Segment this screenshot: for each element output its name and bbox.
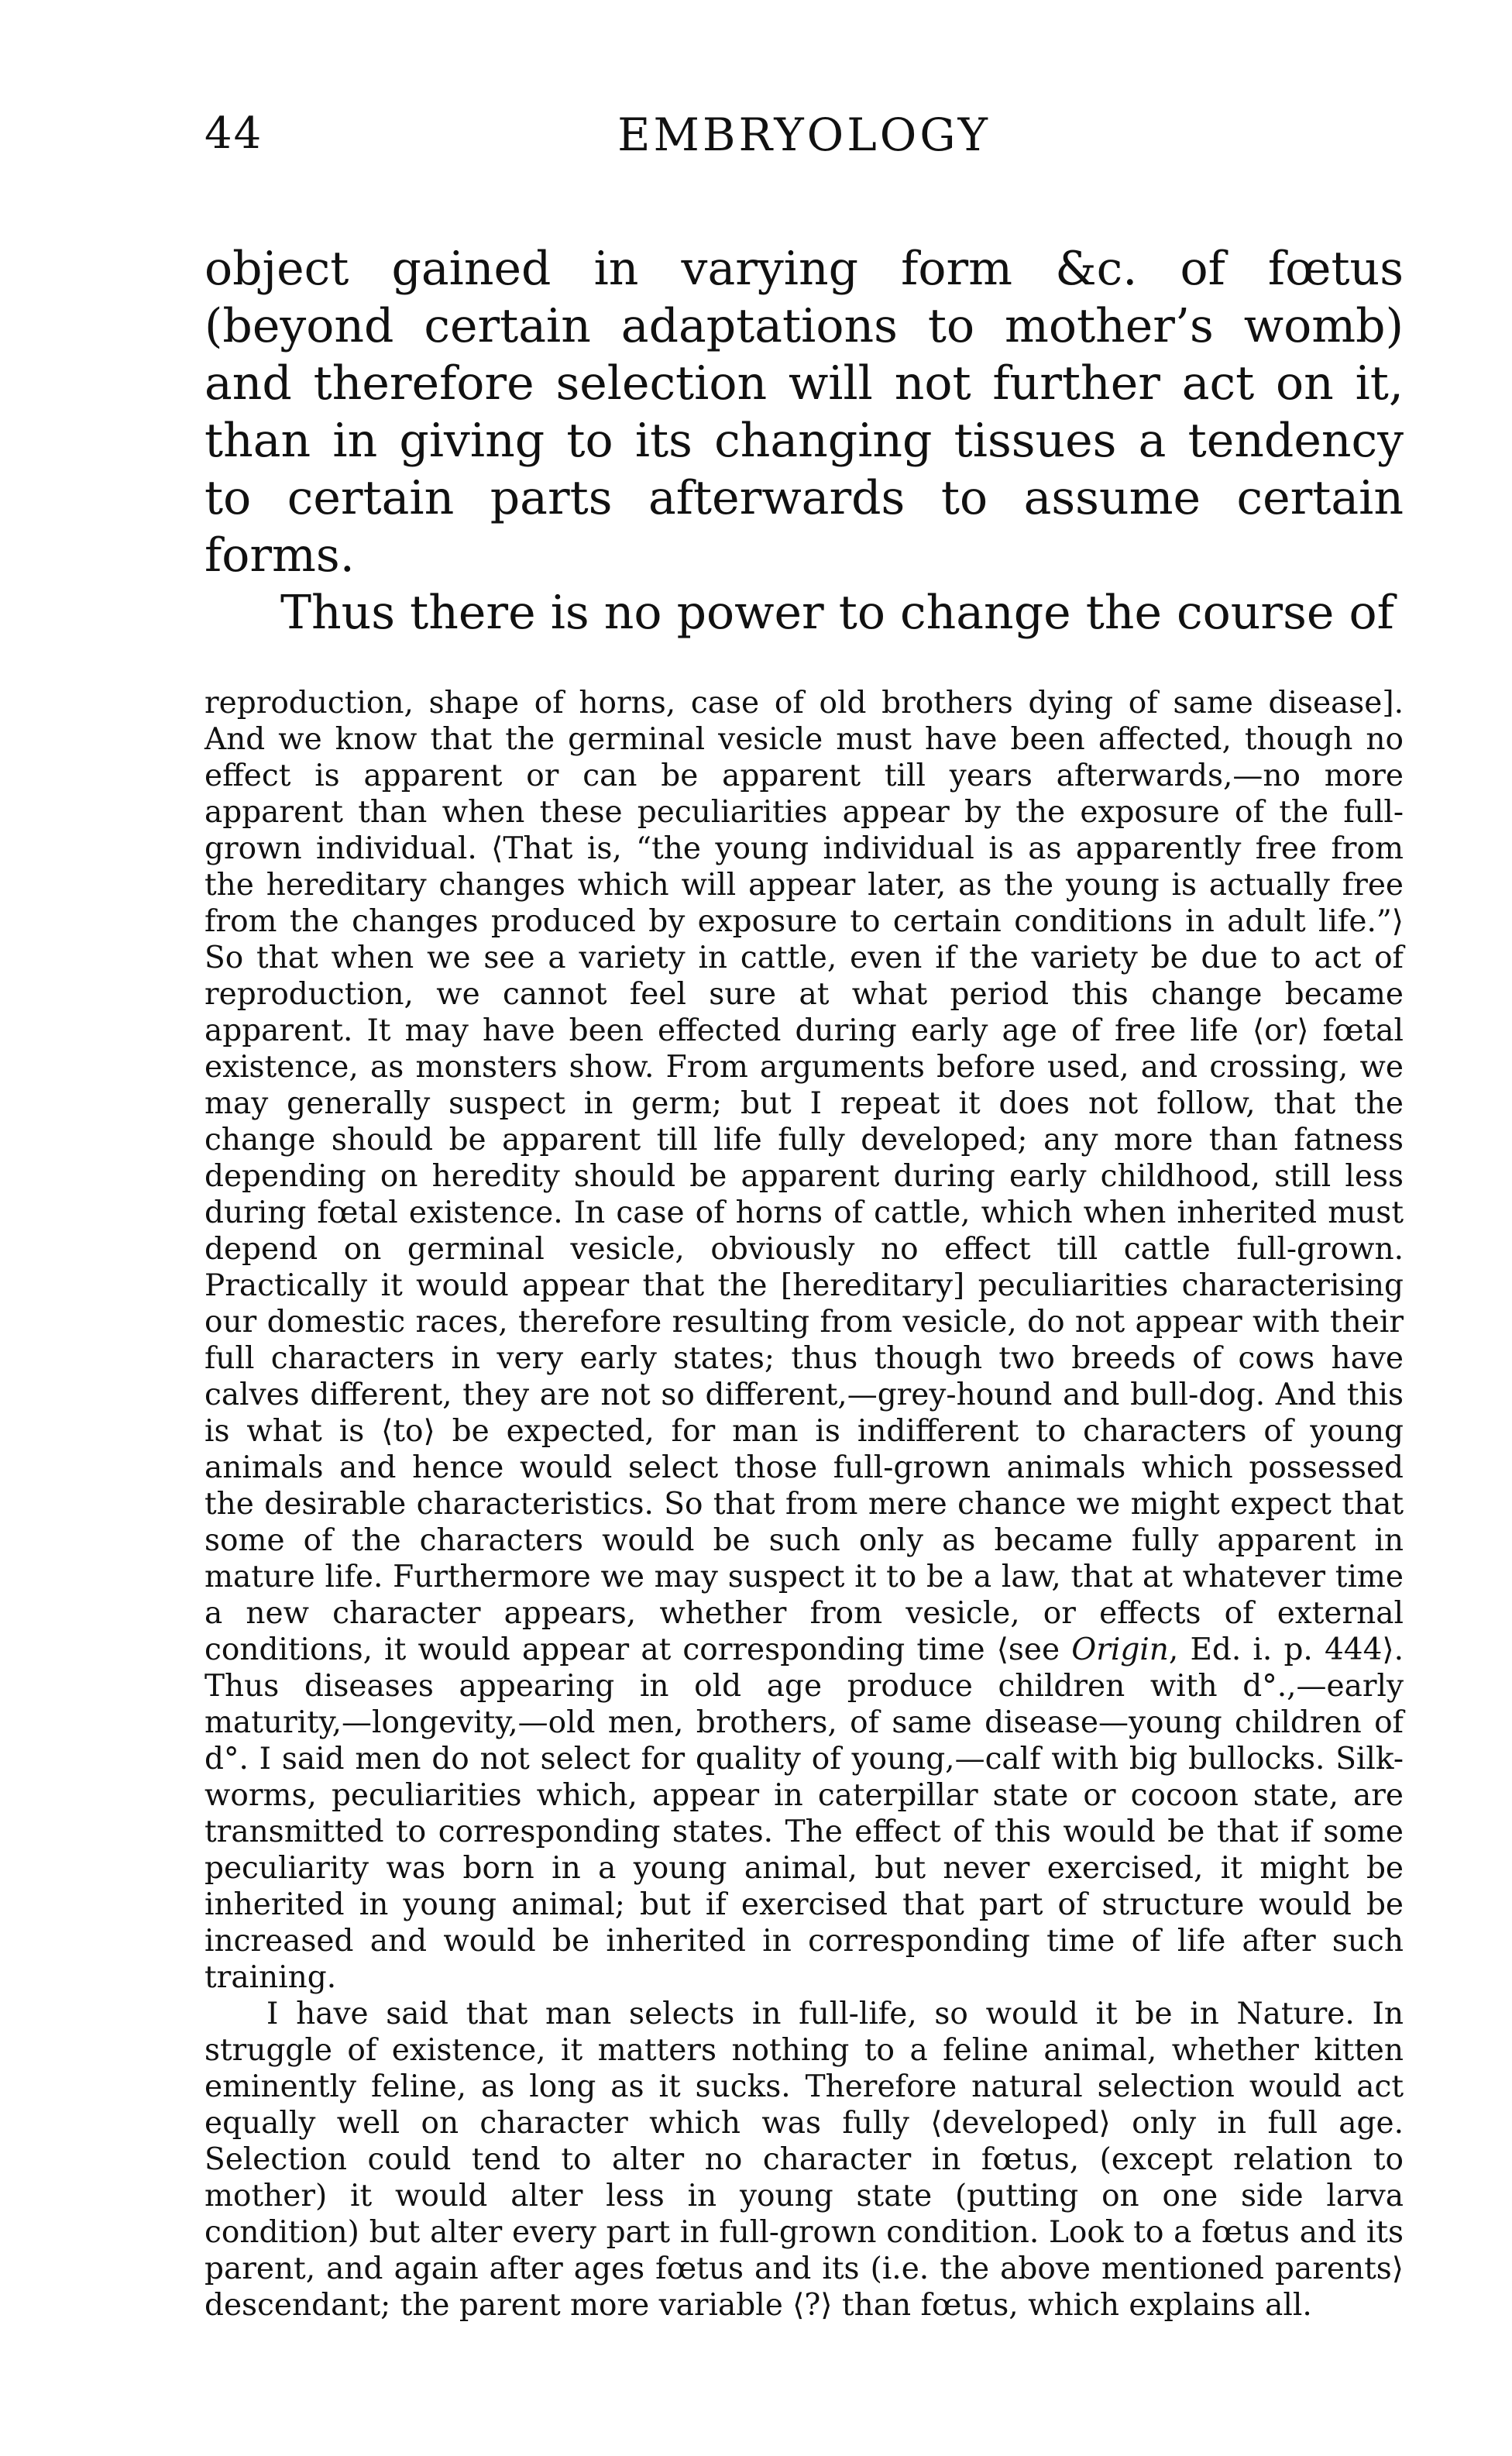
running-title: EMBRYOLOGY [617,108,991,161]
small-paragraph-1-part-a: reproduction, shape of horns, case of old brothers dying of same disease]. And we know that the germinal vesicle must have been affected, though no effect is apparent or can be apparent till years afterwards,—no more apparent than when these peculiarities appear by the exposure of the full-grown individual. ⟨That is, “the young individual is as apparently free from the hereditary changes which will appear later, as the young is actually free from the changes produced by exposure to certain conditions in adult life.”⟩ So that when we see a variety in cattle, even if the variety be due to act of reproduction, we cannot feel sure at what period this change became apparent. It may have been effected during early age of free life ⟨or⟩ fœtal existence, as monsters show. From arguments before used, and crossing, we may generally suspect in germ; but I repeat it does not follow, that the change should be apparent till life fully developed; any more than fatness depending on heredity should be apparent during early childhood, still less during fœtal existence. In case of horns of cattle, which when inherited must depend on germinal vesicle, obviously no effect till cattle full-grown. Practically it would appear that the [hereditary] peculiarities characterising our domestic races, therefore resulting from vesicle, do not appear with their full characters in very early states; thus though two breeds of cows have calves different, they are not so different,—grey-hound and bull-dog. And this is what is ⟨to⟩ be expected, for man is indifferent to characters of young animals and hence would select those full-grown animals which possessed the desirable characteristics. So that from mere chance we might expect that some of the characters would be such only as became fully apparent in mature life. Furthermore we may suspect it to be a law, that at whatever time a new character appears, whether from vesicle, or effects of external conditions, it would appear at corresponding time ⟨see [204,686,1404,1667]
large-paragraph-2: Thus there is no power to change the course of [280,586,1394,640]
large-paragraph-1: object gained in varying form &c. of fœtus (beyond certain adaptations to mother’s womb) and therefore selection will not further act on it, than in giving to its changing tissues a tendency to certain parts afterwards to assume certain forms. [204,242,1404,583]
small-paragraph-1-part-b: , Ed. i. p. 444⟩. Thus diseases appearing in old age produce children with d°.,—early maturity,—longevity,—old men, brothers, of same disease—young children of d°. I said men do not select for quality of young,—calf with big bullocks. Silk-worms, peculiarities which, appear in caterpillar state or cocoon state, are transmitted to corresponding states. The effect of this would be that if some peculiarity was born in a young animal, but never exercised, it might be inherited in young animal; but if exercised that part of structure would be increased and would be inherited in corresponding time of life after such training. [204,1632,1404,1995]
running-head [204,108,1404,170]
small-paragraph-2: I have said that man selects in full-life, so would it be in Nature. In struggle of existence, it matters nothing to a feline animal, whether kitten eminently feline, as long as it sucks. Therefore natural selection would act equally well on character which was fully ⟨developed⟩ only in full age. Selection could tend to alter no character in fœtus, (except relation to mother) it would alter less in young state (putting on one side larva condition) but alter every part in full-grown condition. Look to a fœtus and its parent, and again after ages fœtus and its (i.e. the above mentioned parents⟩ descendant; the parent more variable ⟨?⟩ than fœtus, which explains all. [204,1997,1404,2323]
page-number: 44 [204,108,263,159]
origin-reference-title: Origin [1071,1632,1169,1667]
small-type-passage [204,685,1404,2324]
book-page [204,108,1404,2324]
small-paragraph-1 [204,685,1404,1996]
large-type-passage [204,240,1404,642]
